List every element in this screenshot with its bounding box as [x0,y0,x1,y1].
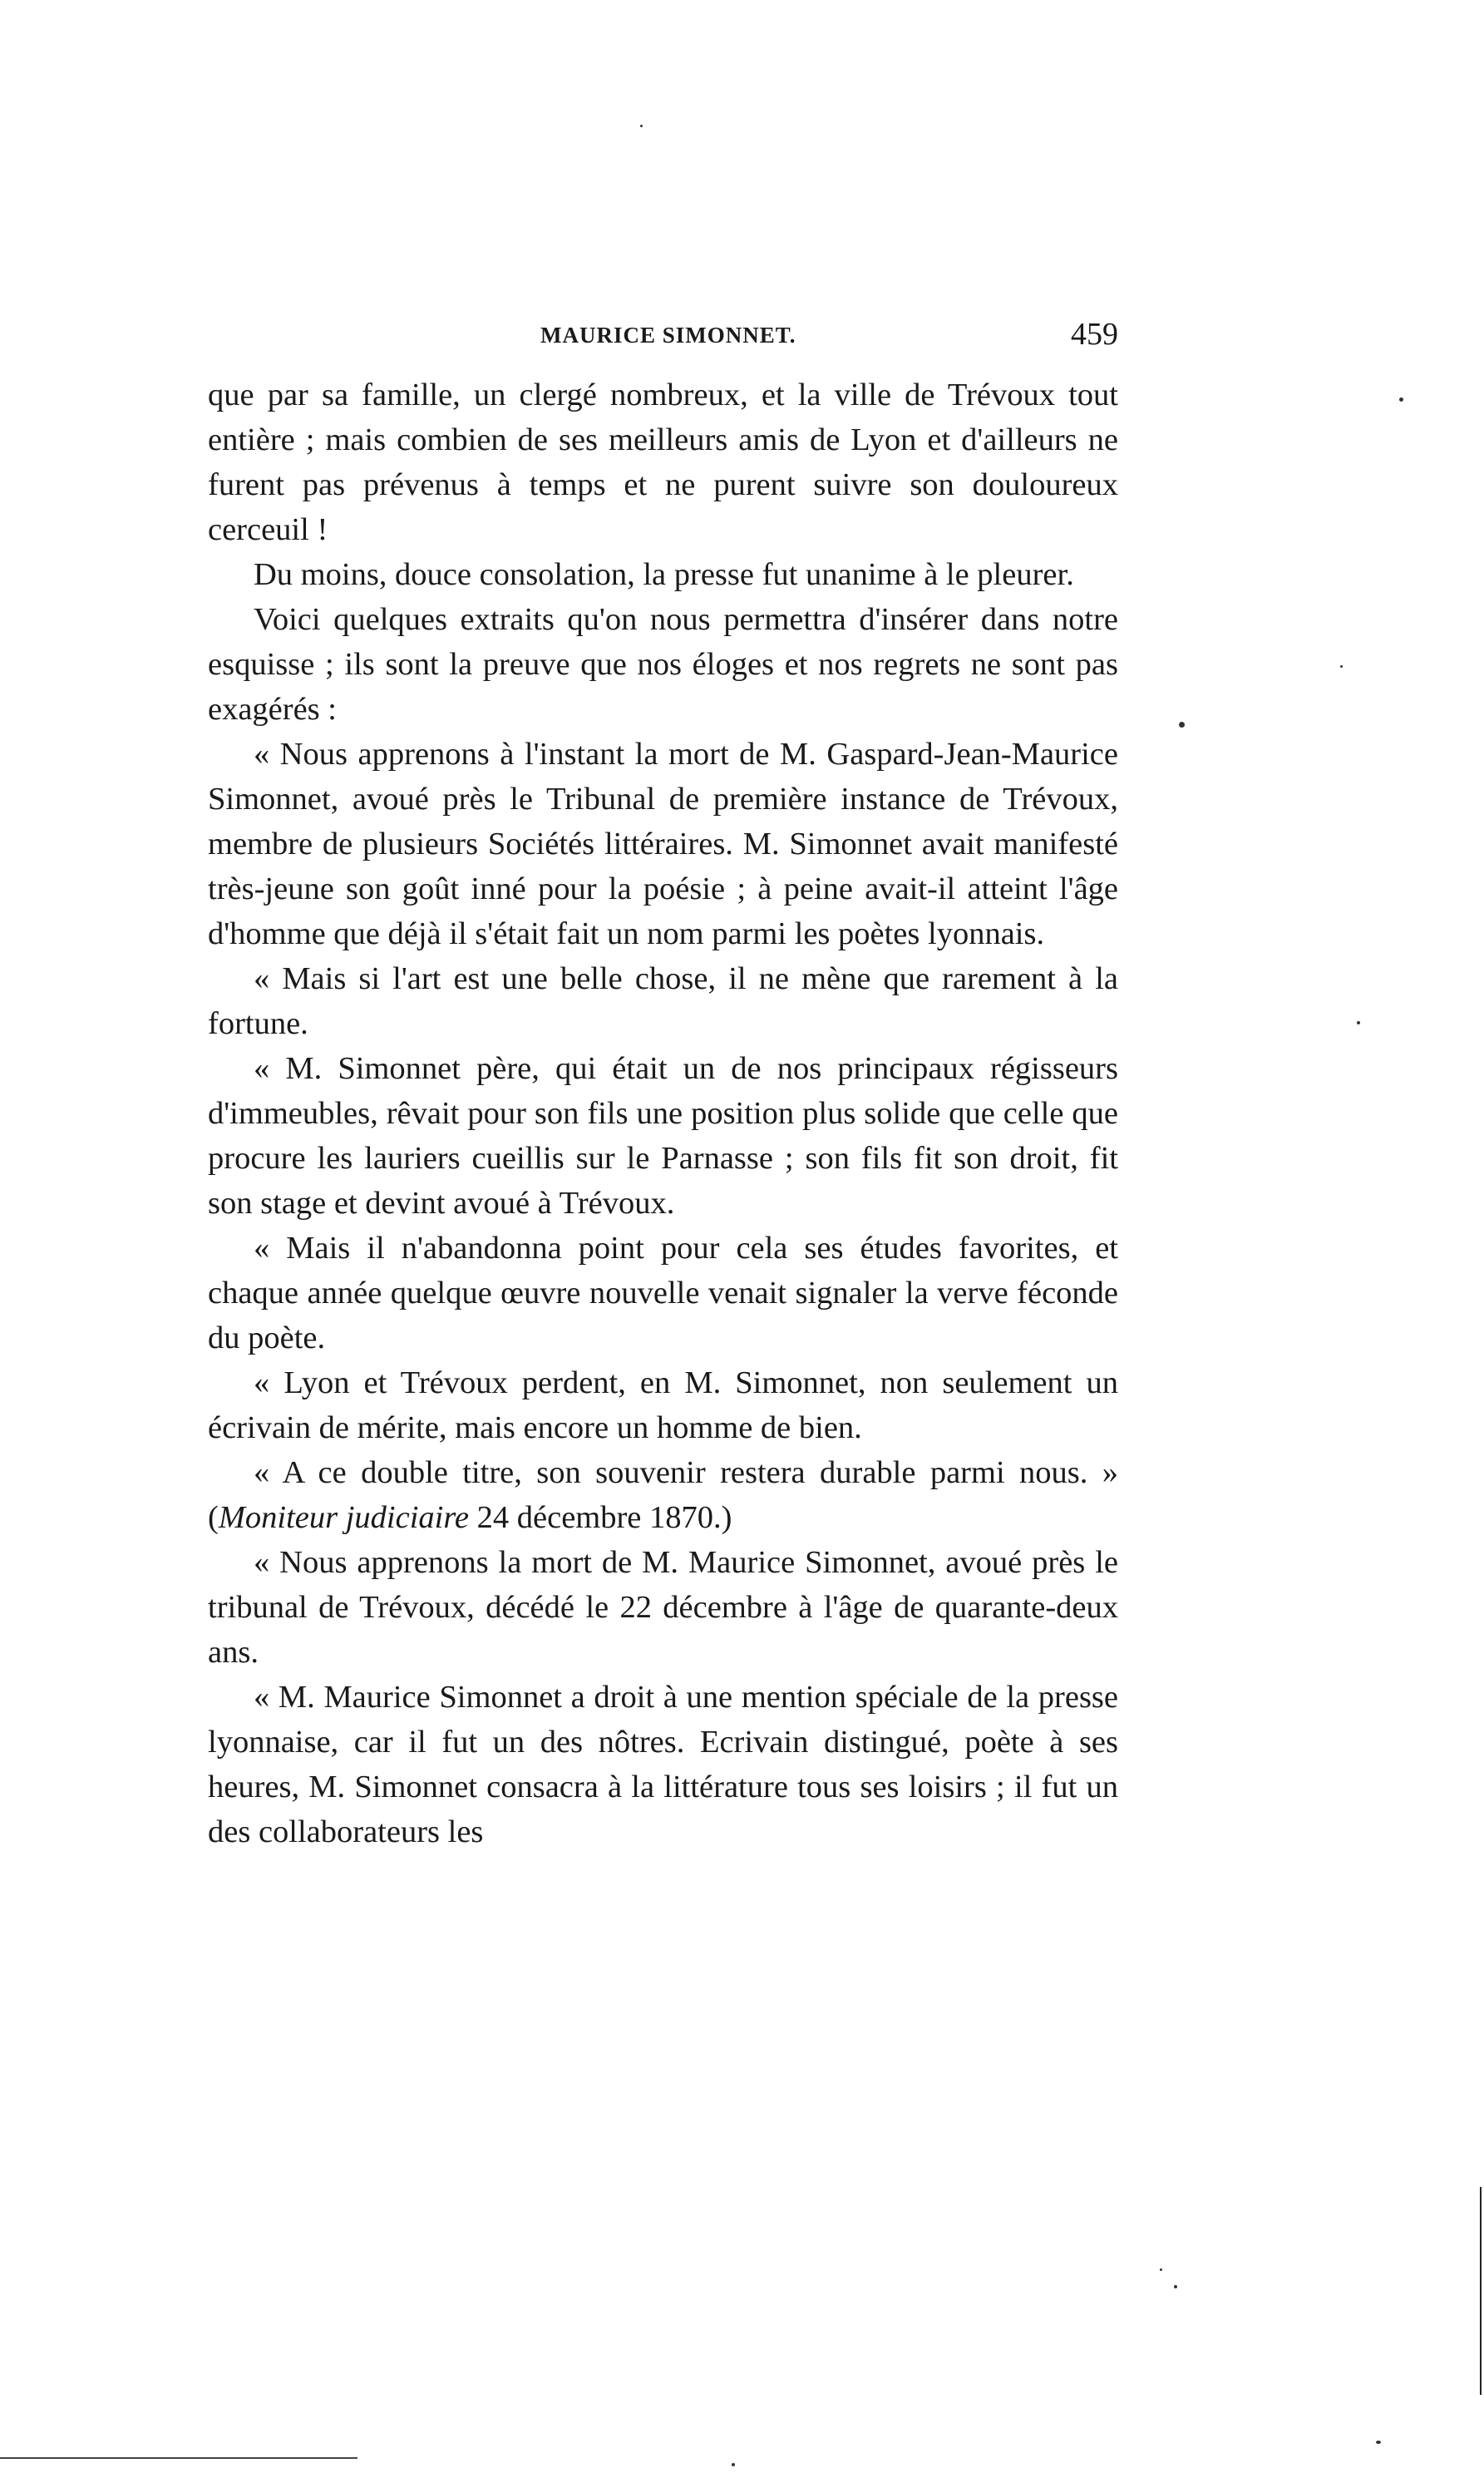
scan-speck [1160,2268,1162,2271]
citation-date: 24 décembre 1870.) [476,1500,732,1535]
bottom-rule [0,2457,357,2459]
scan-speck [1399,397,1403,402]
scan-speck [732,2463,735,2466]
margin-rule [1480,2187,1482,2395]
paragraph: « M. Maurice Simonnet a droit à une mention spéciale de la presse lyonnaise, car il fut un des nôtres. Ecrivain distingué, poète à ses heures, M. Simonnet consacra à la littérature tous ses loisirs ; il fut un des collaborateurs les [208,1680,1118,1849]
scan-speck [1174,2285,1177,2288]
scan-speck [1376,2441,1381,2444]
paragraph: « Mais il n'abandonna point pour cela ses études favorites, et chaque année quelque œuvre nouvelle venait signaler la verve féconde du poète. [208,1231,1118,1355]
citation-title: Moniteur judiciaire [218,1500,470,1535]
paragraph: « Mais si l'art est une belle chose, il ne mène que rarement à la fortune. [208,961,1118,1041]
page-header [208,316,1118,366]
paragraph-text: « A ce double titre, son souvenir restera durable parmi nous. » [254,1455,1118,1490]
citation-open-paren: ( [208,1500,219,1535]
scan-speck [1340,665,1343,668]
paragraph: « Nous apprenons la mort de M. Maurice Simonnet, avoué près le tribunal de Trévoux, décédé le 22 décembre à l'âge de quarante-deux ans. [208,1545,1118,1670]
scan-speck [1357,1021,1360,1024]
paragraph: Voici quelques extraits qu'on nous permettra d'insérer dans notre esquisse ; ils sont la preuve que nos éloges et nos regrets ne sont pas exagérés : [208,602,1118,727]
paragraph: « M. Simonnet père, qui était un de nos principaux régisseurs d'immeubles, rêvait pour son fils une position plus solide que celle que procure les lauriers cueillis sur le Parnasse ; son fils fit son droit, fit son stage et devint avoué à Trévoux. [208,1051,1118,1221]
running-head: MAURICE SIMONNET. [540,323,796,348]
page-number: 459 [1071,317,1118,352]
paragraph: « Nous apprenons à l'instant la mort de M. Gaspard-Jean-Maurice Simonnet, avoué près le Tribunal de première instance de Trévoux, membre de plusieurs Sociétés littéraires. M. Simonnet avait manifesté très-jeune son goût inné pour la poésie ; à peine avait-il atteint l'âge d'homme que déjà il s'était fait un nom parmi les poètes lyonnais. [208,737,1118,951]
body-text [208,373,1118,1854]
scan-speck [1179,722,1185,728]
scan-speck [640,125,643,127]
paragraph: Du moins, douce consolation, la presse fut unanime à le pleurer. [254,557,1074,592]
paragraph-with-citation [208,1450,1118,1540]
paragraph: « Lyon et Trévoux perdent, en M. Simonnet, non seulement un écrivain de mérite, mais encore un homme de bien. [208,1365,1118,1445]
paragraph: que par sa famille, un clergé nombreux, et la ville de Trévoux tout entière ; mais combien de ses meilleurs amis de Lyon et d'ailleurs ne furent pas prévenus à temps et ne purent suivre son douloureux cerceuil ! [208,378,1118,547]
